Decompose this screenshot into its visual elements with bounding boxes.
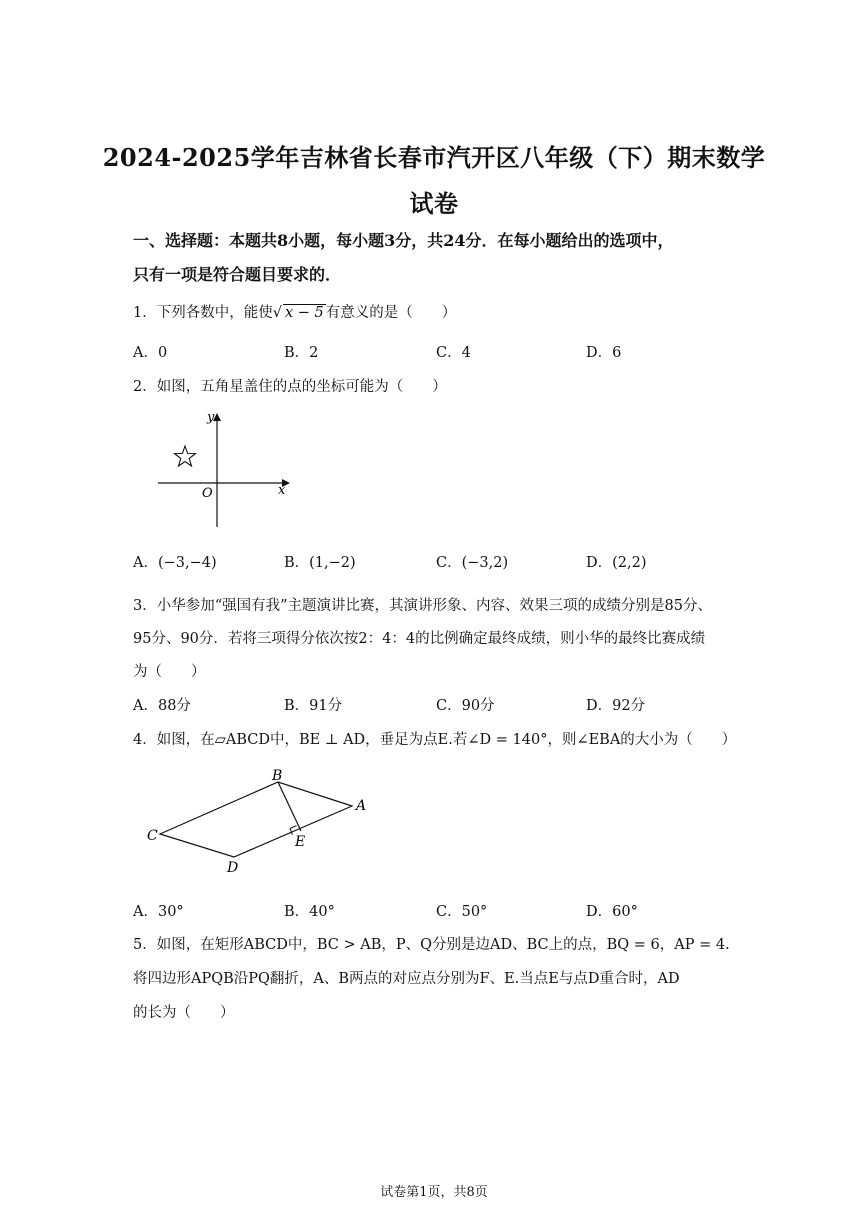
coordinate-figure <box>150 405 300 535</box>
q3-option-a: A．88分 <box>133 698 191 714</box>
exam-title-line2: 试卷 <box>409 189 459 218</box>
q4-option-a: A．30° <box>133 904 184 920</box>
question-4: 4．如图，在▱ABCD中，BE ⊥ AD，垂足为点E.若∠D = 140°，则∠EBA的大小为（ ） <box>133 732 737 748</box>
section-heading-line1: 一、选择题：本题共8小题，每小题3分，共24分．在每小题给出的选项中， <box>133 231 674 250</box>
label-a: A <box>356 798 367 814</box>
q1-option-d: D．6 <box>586 345 622 361</box>
q1-option-b: B．2 <box>284 345 319 361</box>
question-1: 1．下列各数中，能使√ x − 5 有意义的是（ ） <box>133 305 457 321</box>
q2-option-d: D．(2,2) <box>586 555 647 571</box>
parallelogram-abcd <box>160 782 352 857</box>
q1-option-a: A．0 <box>133 345 168 361</box>
star-icon <box>175 446 196 466</box>
label-d: D <box>227 860 239 876</box>
question-3-line2: 95分、90分．若将三项得分依次按2：4：4的比例确定最终成绩，则小华的最终比赛成绩 <box>133 631 706 647</box>
parallelogram-figure <box>140 762 380 880</box>
question-1-prefix: 1．下列各数中，能使 <box>133 305 273 321</box>
question-5-line2: 将四边形APQB沿PQ翻折，A、B两点的对应点分别为F、E.当点E与点D重合时，AD <box>133 971 680 987</box>
q3-option-b: B．91分 <box>284 698 343 714</box>
label-e: E <box>295 834 306 850</box>
x-axis-label: x <box>278 483 286 498</box>
question-5-line1: 5．如图，在矩形ABCD中，BC > AB，P、Q分别是边AD、BC上的点，BQ = 6，AP = 4. <box>133 937 730 953</box>
origin-label: O <box>202 486 213 501</box>
q4-option-c: C．50° <box>436 904 488 920</box>
label-b: B <box>272 768 283 784</box>
question-1-radicand: x − 5 <box>284 305 324 321</box>
question-2: 2．如图，五角星盖住的点的坐标可能为（ ） <box>133 379 447 395</box>
label-c: C <box>147 828 158 844</box>
q2-option-b: B．(1,−2) <box>284 555 356 571</box>
q3-option-d: D．92分 <box>586 698 646 714</box>
q4-option-b: B．40° <box>284 904 335 920</box>
page-footer: 试卷第1页，共8页 <box>380 1185 488 1200</box>
exam-title-line1: 2024-2025学年吉林省长春市汽开区八年级（下）期末数学 <box>102 143 766 172</box>
question-3-line1: 3．小华参加“强国有我”主题演讲比赛，其演讲形象、内容、效果三项的成绩分别是85分、 <box>133 598 712 614</box>
q4-option-d: D．60° <box>586 904 638 920</box>
question-1-suffix: 有意义的是（ ） <box>325 305 457 321</box>
question-3-line3: 为（ ） <box>133 664 206 680</box>
y-axis-label: y <box>207 410 215 425</box>
q2-option-c: C．(−3,2) <box>436 555 509 571</box>
q3-option-c: C．90分 <box>436 698 495 714</box>
q2-option-a: A．(−3,−4) <box>133 555 217 571</box>
segment-be <box>278 782 301 831</box>
section-heading-line2: 只有一项是符合题目要求的． <box>133 265 342 284</box>
q1-option-c: C．4 <box>436 345 471 361</box>
question-5-line3: 的长为（ ） <box>133 1005 235 1021</box>
